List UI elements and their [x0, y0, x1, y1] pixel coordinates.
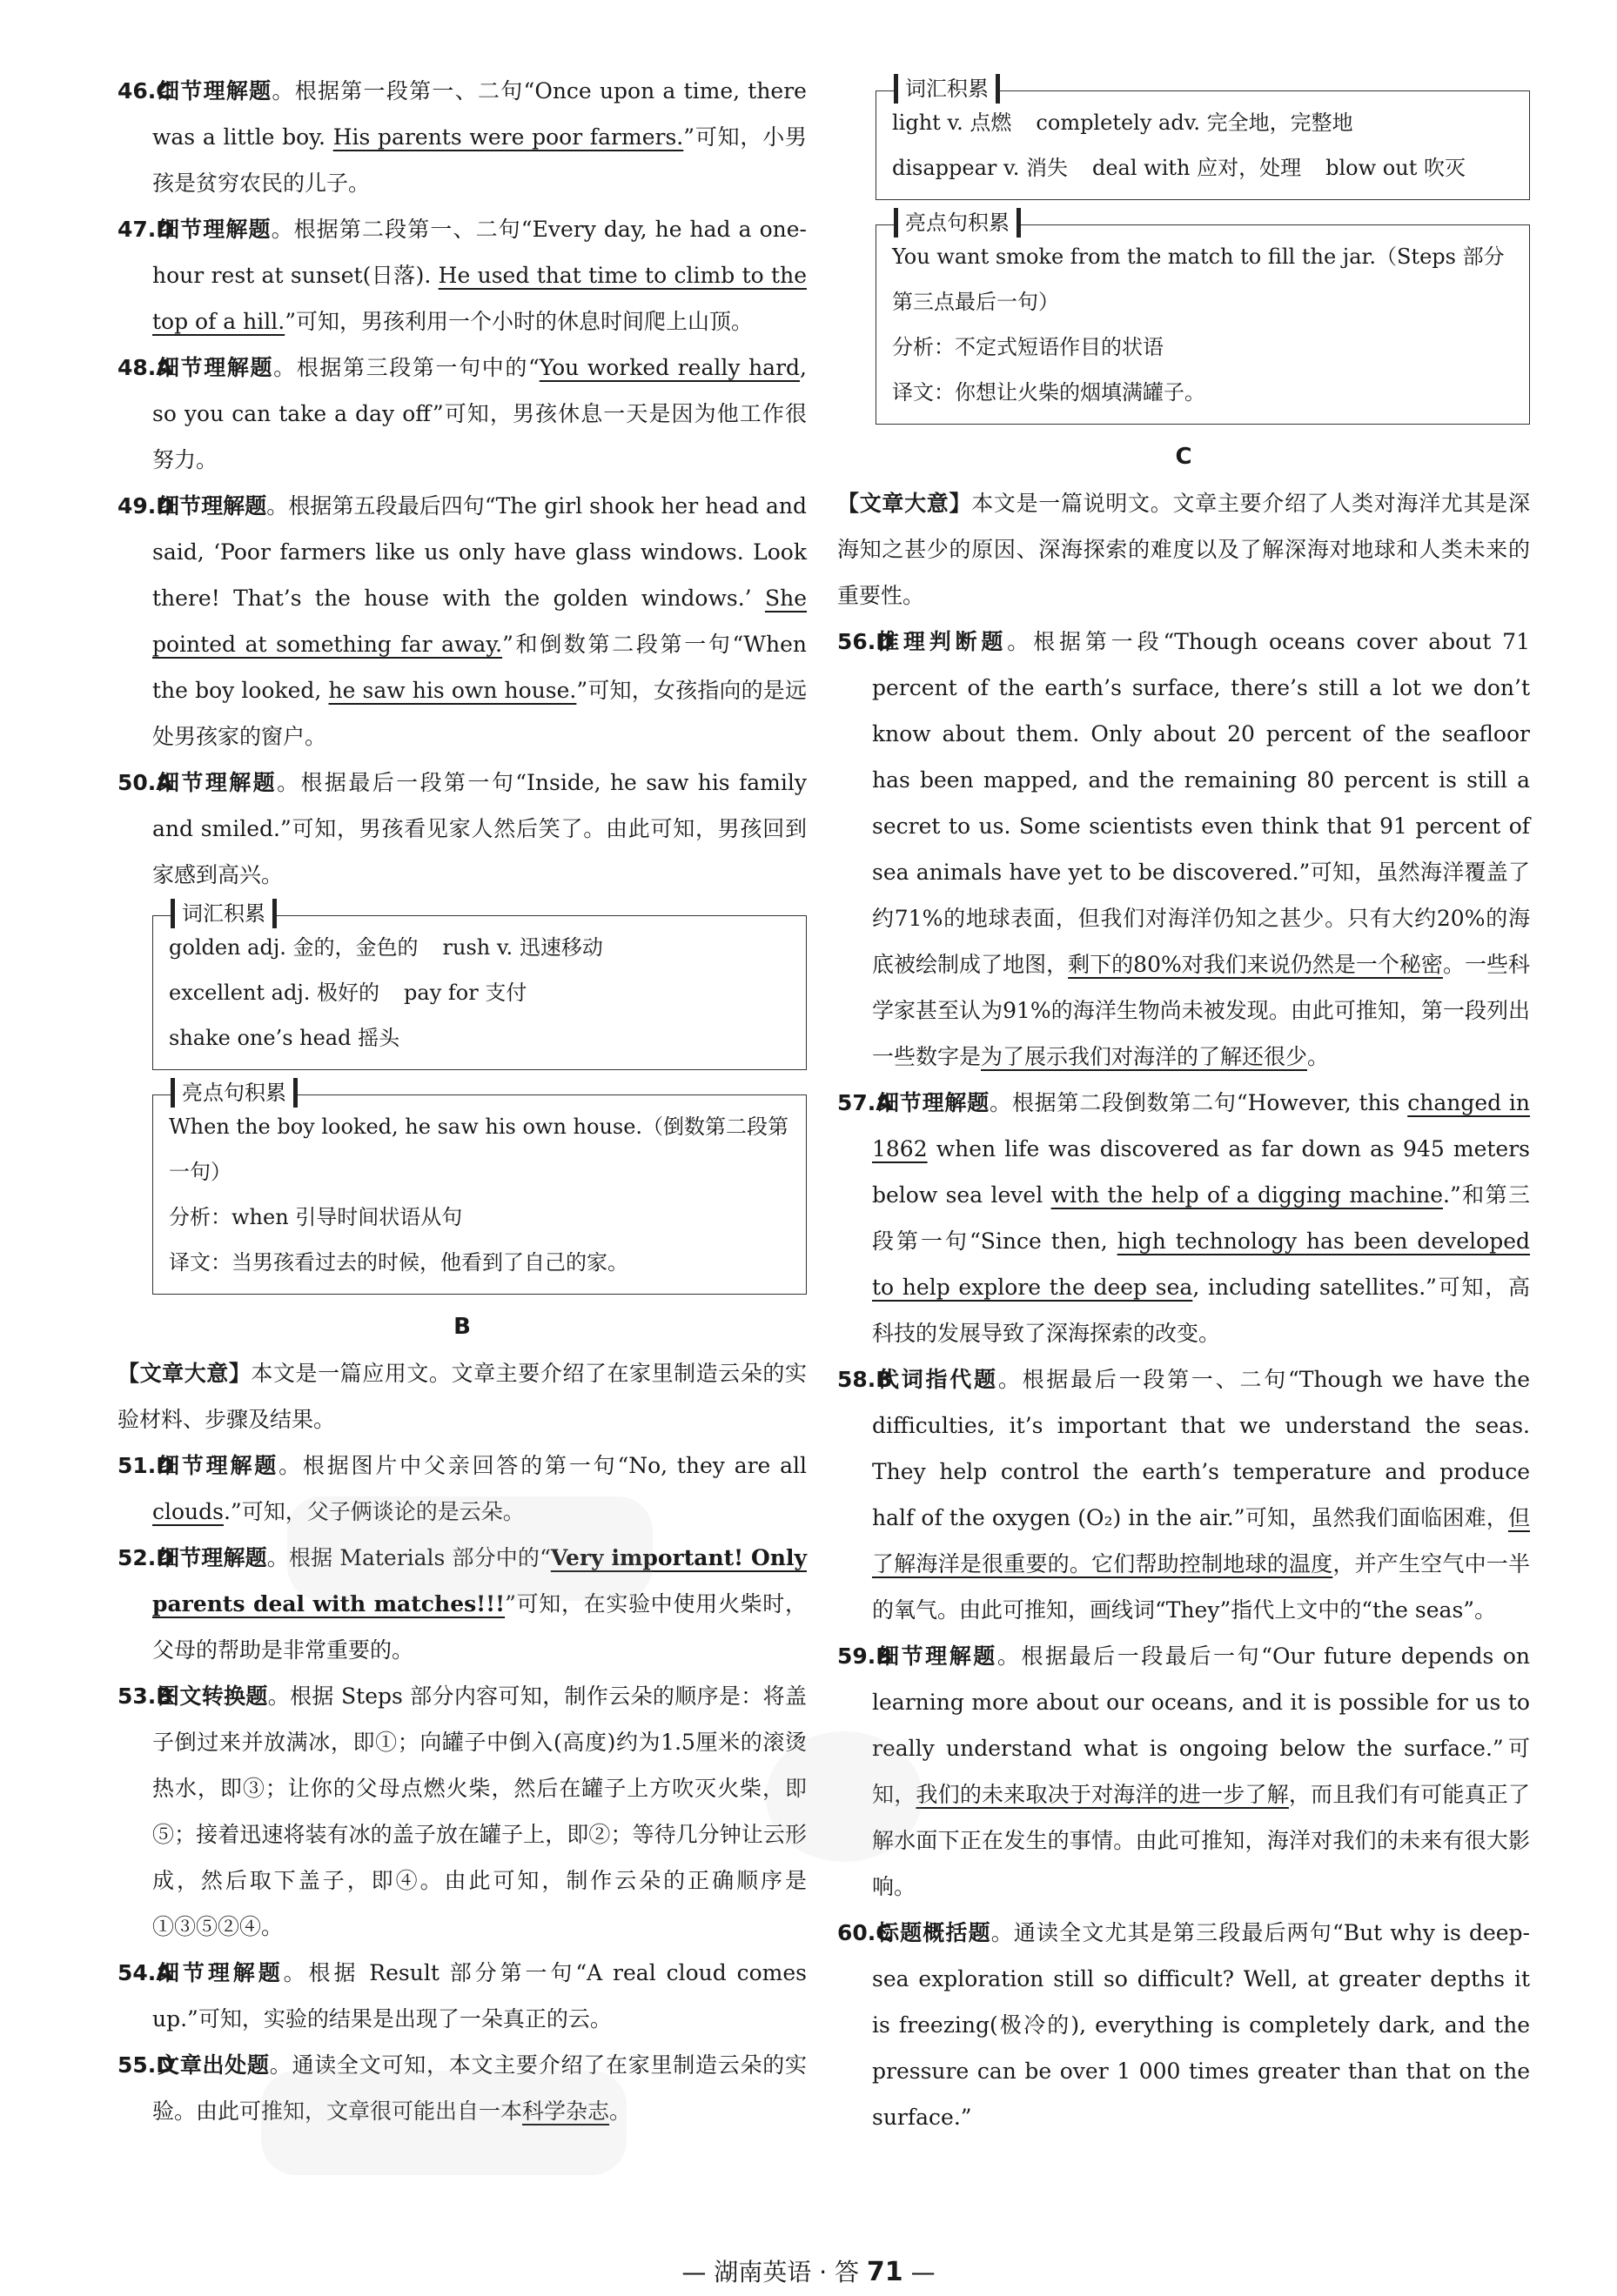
answer-55: 55.D 文章出处题。通读全文可知，本文主要介绍了在家里制造云朵的实验。由此可推知，文章很可能出自一本科学杂志。 — [117, 2042, 807, 2134]
answer-number: 53.B — [117, 1684, 173, 1709]
answer-number: 46.C — [117, 78, 172, 104]
highlight-translation: 译文：你想让火柴的烟填满罐子。 — [892, 380, 1205, 405]
highlight-box-title: 亮点句积累 — [171, 1078, 298, 1108]
right-column — [837, 77, 1530, 2140]
question-type: 细节理解题 — [158, 355, 274, 380]
answer-59: 59.B 细节理解题。根据最后一段最后一句“Our future depends on learning more about our oceans, and it is possible for us to really understand what is ongoing below the surface.”可知，我们的未来取决于对海洋的进一步了解，而且我们有可能真正了解水面下正在发生的事情。由此可推知，海洋对我们的未来有很大影响。 — [837, 1633, 1530, 1910]
highlight-sentence: When the boy looked, he saw his own house.（倒数第二段第一句） — [169, 1115, 789, 1184]
question-type: 细节理解题 — [158, 1960, 284, 1985]
answer-50: 50.A 细节理解题。根据最后一段第一句“Inside, he saw his family and smiled.”可知，男孩看见家人然后笑了。由此可知，男孩回到家感到高兴。 — [117, 760, 807, 898]
vocab-box — [876, 77, 1530, 200]
answer-number: 56.D — [837, 629, 895, 654]
answer-46: 46.C 细节理解题。根据第一段第一、二句“Once upon a time, there was a little boy. His parents were poor farmers.”可知，小男孩是贫穷农民的儿子。 — [117, 68, 807, 206]
question-type: 细节理解题 — [158, 1453, 279, 1478]
vocab-row: light v. 点燃 completely adv. 完全地，完整地 — [892, 110, 1353, 135]
vocab-box — [152, 901, 807, 1070]
highlight-translation: 译文：当男孩看过去的时候，他看到了自己的家。 — [169, 1250, 628, 1275]
answer-48: 48.A 细节理解题。根据第三段第一句中的“You worked really hard, so you can take a day off”可知，男孩休息一天是因为他工作很努力。 — [117, 345, 807, 483]
vocab-row: disappear v. 消失 deal with 应对，处理 blow out 吹灭 — [892, 156, 1466, 180]
answer-number: 48.A — [117, 355, 173, 380]
answer-number: 54.A — [117, 1960, 173, 1985]
question-type: 细节理解题 — [158, 1545, 267, 1570]
question-type: 推理判断题 — [877, 629, 1008, 654]
left-column — [117, 68, 807, 2134]
question-type: 细节理解题 — [158, 770, 278, 795]
highlight-sentence: You want smoke from the match to fill the jar.（Steps 部分第三点最后一句） — [892, 244, 1505, 314]
answer-47: 47.D 细节理解题。根据第二段第一、二句“Every day, he had a one-hour rest at sunset(日落). He used that time to climb to the top of a hill.”可知，男孩利用一个小时的休息时间爬上山顶。 — [117, 206, 807, 345]
answer-number: 52.D — [117, 1545, 175, 1570]
watermark-stamp — [287, 1496, 653, 1601]
highlight-analysis: 分析：不定式短语作目的状语 — [892, 335, 1164, 359]
vocab-box-title: 词汇积累 — [894, 74, 1000, 104]
answer-58: 58.B 代词指代题。根据最后一段第一、二句“Though we have the difficulties, it’s important that we understand the seas. They help control the earth’s temperature and produce half of the oxygen (O₂) in the air.”可知，虽然我们面临困难，但了解海洋是很重要的。它们帮助控制地球的温度，并产生空气中一半的氧气。由此可推知，画线词“They”指代上文中的“the seas”。 — [837, 1356, 1530, 1633]
question-type: 细节理解题 — [158, 493, 267, 519]
answer-53: 53.B 图文转换题。根据 Steps 部分内容可知，制作云朵的顺序是：将盖子倒过来并放满冰，即①；向罐子中倒入(高度)约为1.5厘米的滚烫热水，即③；让你的父母点燃火柴，然后在罐子上方吹灭火柴，即⑤；接着迅速将装有冰的盖子放在罐子上，即②；等待几分钟让云形成，然后取下盖子，即④。由此可知，制作云朵的正确顺序是①③⑤②④。 — [117, 1673, 807, 1950]
answer-54: 54.A 细节理解题。根据 Result 部分第一句“A real cloud comes up.”可知，实验的结果是出现了一朵真正的云。 — [117, 1950, 807, 2042]
vocab-row: golden adj. 金的，金色的 rush v. 迅速移动 — [169, 935, 603, 960]
page-number: 71 — [866, 2257, 903, 2287]
answer-number: 57.A — [837, 1090, 893, 1115]
highlight-analysis: 分析：when 引导时间状语从句 — [169, 1205, 463, 1229]
answer-52: 52.D 细节理解题。根据 Materials 部分中的“Very important! Only parents deal with matches!!!”可知，在实验中使用火柴时，父母的帮助是非常重要的。 — [117, 1535, 807, 1673]
vocab-row: shake one’s head 摇头 — [169, 1026, 400, 1050]
page-footer: — 湖南英语 · 答 71 — — [681, 2257, 936, 2287]
answer-number: 47.D — [117, 217, 175, 242]
question-type: 代词指代题 — [877, 1367, 998, 1392]
watermark-logo — [766, 1731, 923, 1862]
vocab-row: excellent adj. 极好的 pay for 支付 — [169, 981, 527, 1005]
section-heading-c: C — [1175, 444, 1192, 470]
question-type: 文章出处题 — [158, 2052, 270, 2078]
question-type: 图文转换题 — [158, 1684, 268, 1709]
question-type: 细节理解题 — [877, 1090, 990, 1115]
passage-summary-b: 【文章大意】本文是一篇应用文。文章主要介绍了在家里制造云朵的实验材料、步骤及结果。 — [117, 1361, 807, 1432]
answer-number: 60.C — [837, 1920, 892, 1945]
answer-number: 55.D — [117, 2052, 175, 2078]
answer-number: 49.D — [117, 493, 175, 519]
answer-57: 57.A 细节理解题。根据第二段倒数第二句“However, this changed in 1862 when life was discovered as far down as 945 meters below sea level with the help of a digging machine.”和第三段第一句“Since then, high technology has been developed to help explore the deep sea, including satellites.”可知，高科技的发展导致了深海探索的改变。 — [837, 1080, 1530, 1356]
answer-number: 59.B — [837, 1643, 893, 1669]
question-type: 细节理解题 — [158, 217, 272, 242]
watermark-stamp — [261, 2071, 627, 2175]
answer-number: 58.B — [837, 1367, 893, 1392]
section-heading-b: B — [453, 1314, 471, 1340]
answer-number: 50.A — [117, 770, 173, 795]
passage-summary-c: 【文章大意】本文是一篇说明文。文章主要介绍了人类对海洋尤其是深海知之甚少的原因、深海探索的难度以及了解深海对地球和人类未来的重要性。 — [837, 491, 1530, 608]
highlight-box-title: 亮点句积累 — [894, 208, 1021, 238]
answer-56: 56.D 推理判断题。根据第一段“Though oceans cover about 71 percent of the earth’s surface, there’s still a lot we don’t know about them. Only about 20 percent of the seafloor has been mapped, and the remaining 80 percent is still a secret to us. Some scientists even think that 91 percent of sea animals have yet to be discovered.”可知，虽然海洋覆盖了约71%的地球表面，但我们对海洋仍知之甚少。只有大约20%的海底被绘制成了地图，剩下的80%对我们来说仍然是一个秘密。一些科学家甚至认为91%的海洋生物尚未被发现。由此可推知，第一段列出一些数字是为了展示我们对海洋的了解还很少。 — [837, 619, 1530, 1080]
question-type: 标题概括题 — [877, 1920, 991, 1945]
highlight-sentence-box — [152, 1081, 807, 1295]
highlight-sentence-box — [876, 211, 1530, 425]
question-type: 细节理解题 — [158, 78, 272, 104]
answer-49: 49.D 细节理解题。根据第五段最后四句“The girl shook her head and said, ‘Poor farmers like us only have glass windows. Look there! That’s the house with the golden windows.’ She pointed at something far away.”和倒数第二段第一句“When the boy looked, he saw his own house.”可知，女孩指向的是远处男孩家的窗户。 — [117, 483, 807, 760]
answer-51: 51.D 细节理解题。根据图片中父亲回答的第一句“No, they are all clouds.”可知，父子俩谈论的是云朵。 — [117, 1443, 807, 1535]
vocab-box-title: 词汇积累 — [171, 899, 277, 928]
question-type: 细节理解题 — [877, 1643, 997, 1669]
answer-60: 60.C 标题概括题。通读全文尤其是第三段最后两句“But why is deep-sea exploration still so difficult? Well, at greater depths it is freezing(极冷的), everything is completely dark, and the pressure can be over 1 000 times greater than that on the surface.” — [837, 1910, 1530, 2140]
answer-number: 51.D — [117, 1453, 175, 1478]
